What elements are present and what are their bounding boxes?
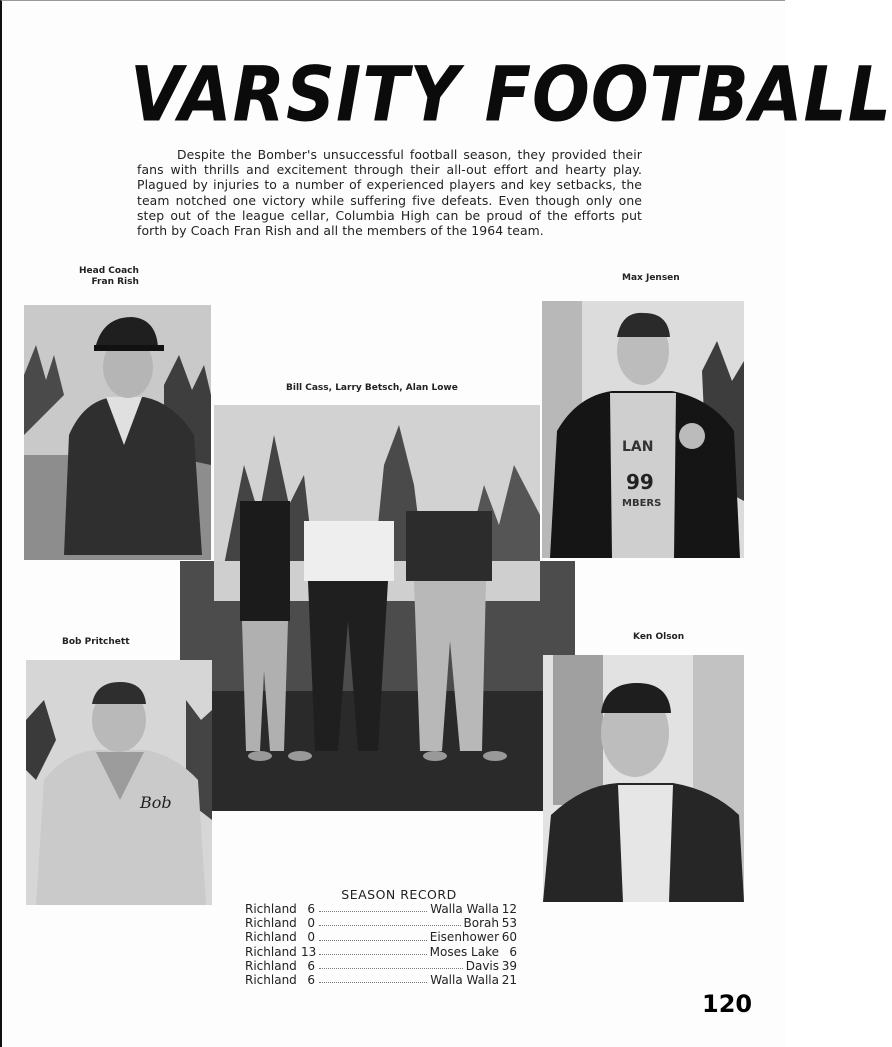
head-coach-name: Fran Rish: [91, 277, 139, 287]
record-opponent-score: 6: [509, 944, 517, 959]
record-opponent-score: 39: [501, 958, 517, 973]
record-opponent-score: 53: [501, 916, 517, 931]
max-jensen-photo: [542, 301, 744, 558]
season-record-row: [245, 916, 517, 930]
record-opponent: Walla Walla: [430, 973, 499, 988]
record-team: Richland: [245, 902, 297, 916]
head-coach-caption: [79, 266, 139, 288]
page-number: 120: [702, 990, 753, 1018]
record-team: Richland: [245, 958, 297, 973]
season-record-title: SEASON RECORD: [341, 887, 457, 902]
record-score: 6: [307, 958, 315, 973]
record-team: Richland: [245, 973, 297, 988]
record-opponent: Borah: [463, 916, 499, 931]
record-opponent: Walla Walla: [430, 902, 499, 916]
season-record-row: [245, 945, 517, 959]
jacket-word: MBERS: [622, 498, 662, 509]
record-score: 0: [307, 916, 315, 931]
season-record-row: [245, 959, 517, 973]
record-score: 13: [301, 944, 317, 959]
record-leader-dots: [319, 945, 427, 955]
bob-pritchett-caption: Bob Pritchett: [62, 637, 130, 647]
record-opponent-score: 12: [501, 902, 517, 916]
record-leader-dots: [319, 973, 427, 983]
season-record-rows: [245, 902, 517, 987]
ken-olson-caption: Ken Olson: [633, 632, 685, 642]
record-opponent: Moses Lake: [429, 944, 499, 959]
record-opponent-score: 21: [501, 973, 517, 988]
season-record-row: [245, 930, 517, 944]
record-opponent: Eisenhower: [429, 930, 499, 945]
group-photo: [180, 561, 575, 811]
record-score: 6: [307, 902, 315, 916]
record-team: Richland: [245, 944, 297, 959]
group-photo-caption: Bill Cass, Larry Betsch, Alan Lowe: [286, 383, 458, 393]
season-record: [245, 888, 517, 987]
record-leader-dots: [319, 930, 427, 940]
ken-olson-photo: [543, 655, 744, 902]
jacket-letters: LAN: [622, 439, 654, 455]
head-coach-photo: [24, 305, 211, 560]
bob-jacket-text: Bob: [140, 793, 172, 812]
intro-paragraph: Despite the Bomber's unsuccessful football season, they provided their fans with thrills and excitement through their all-out effort and hearty play. Plagued by injuries to a number of experienced players and key setbacks, the team notched one victory while suffering five defeats. Even though only one step out of the league cellar, Columbia High can be proud of the efforts put forth by Coach Fran Rish and all the members of the 1964 team.: [137, 147, 642, 239]
record-team: Richland: [245, 916, 297, 931]
season-record-row: [245, 902, 517, 916]
head-coach-title: Head Coach: [79, 266, 139, 276]
season-record-row: [245, 973, 517, 987]
page-title: VARSITY FOOTBALL: [130, 51, 892, 140]
record-opponent-score: 60: [501, 930, 517, 945]
record-score: 0: [307, 930, 315, 945]
record-score: 6: [307, 973, 315, 988]
bob-pritchett-photo: [26, 660, 212, 905]
record-leader-dots: [319, 902, 427, 912]
jacket-number: 99: [626, 470, 654, 494]
max-jensen-caption: Max Jensen: [622, 273, 680, 283]
record-leader-dots: [319, 916, 461, 926]
record-team: Richland: [245, 930, 297, 945]
record-leader-dots: [319, 959, 463, 969]
record-opponent: Davis: [465, 958, 499, 973]
